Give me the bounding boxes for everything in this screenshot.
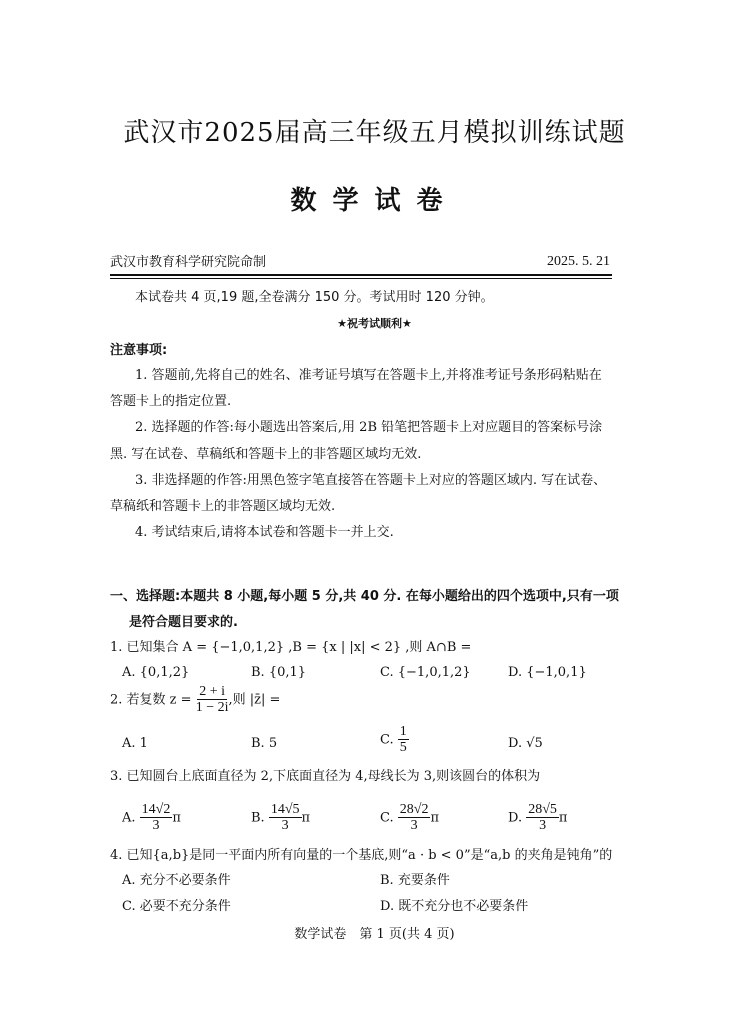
q1-option-c: C. {−1,0,1,2} <box>380 665 471 680</box>
fraction <box>398 802 431 834</box>
pi: π <box>558 810 568 826</box>
q2-option-c <box>380 724 409 756</box>
fraction <box>269 802 302 834</box>
q3-stem: 3. 已知圆台上底面直径为 2,下底面直径为 4,母线长为 3,则该圆台的体积为 <box>110 769 541 784</box>
section-heading-line2: 是符合题目要求的. <box>129 615 238 630</box>
label: A. <box>122 810 136 826</box>
numerator: 28√2 <box>399 802 429 817</box>
q2-prefix: 2. 若复数 z = <box>110 692 192 708</box>
pi: π <box>430 810 439 826</box>
q2-stem <box>110 684 280 716</box>
pi: π <box>301 810 311 826</box>
numerator: 14√5 <box>270 802 300 817</box>
note-3-line1: 3. 非选择题的作答:用黑色签字笔直接答在答题卡上对应的答题区域内. 写在试卷、 <box>135 473 607 488</box>
exam-intro: 本试卷共 4 页,19 题,全卷满分 150 分。考试用时 120 分钟。 <box>135 290 494 305</box>
pi: π <box>172 810 181 826</box>
q2-option-b: B. 5 <box>251 736 278 751</box>
q2-denominator: 1 − 2i <box>195 700 229 716</box>
exam-title: 武汉市2025届高三年级五月模拟训练试题 <box>123 118 626 148</box>
label: C. <box>380 810 394 826</box>
denominator: 3 <box>281 818 289 834</box>
q4-stem: 4. 已知{a,b}是同一平面内所有向量的一个基底,则“a · b < 0”是“a,b 的夹角是钝角”的 <box>110 848 613 863</box>
q4-option-d: D. 既不充分也不必要条件 <box>380 899 529 914</box>
note-4-line1: 4. 考试结束后,请将本试卷和答题卡一并上交. <box>135 525 394 540</box>
q2-option-c-label: C. <box>380 732 394 748</box>
issuer: 武汉市教育科学研究院命制 <box>110 255 267 270</box>
exam-subtitle: 数学试卷 <box>290 186 459 216</box>
q1-option-b: B. {0,1} <box>251 665 307 680</box>
denominator: 5 <box>399 740 407 756</box>
q4-option-a: A. 充分不必要条件 <box>122 873 231 888</box>
fraction <box>526 802 559 834</box>
denominator: 3 <box>152 818 160 834</box>
note-2-line2: 黑. 写在试卷、草稿纸和答题卡上的非答题区域均无效. <box>110 447 422 462</box>
q2-option-a: A. 1 <box>122 736 148 751</box>
exam-date: 2025. 5. 21 <box>547 254 610 269</box>
q3-option-c <box>380 802 439 834</box>
numerator: 1 <box>399 724 407 739</box>
section-heading-line1: 一、选择题:本题共 8 小题,每小题 5 分,共 40 分. 在每小题给出的四个选项中,只有一项 <box>110 589 619 604</box>
page-footer: 数学试卷 第 1 页(共 4 页) <box>294 927 455 942</box>
note-1-line1: 1. 答题前,先将自己的姓名、准考证号填写在答题卡上,并将准考证号条形码粘贴在 <box>135 368 602 383</box>
q2-fraction <box>196 684 229 716</box>
notes-heading: 注意事项: <box>110 343 168 358</box>
header-rule <box>110 274 612 276</box>
q4-option-c: C. 必要不充分条件 <box>122 899 231 914</box>
q2-numerator: 2 + i <box>199 684 225 699</box>
q2-suffix: ,则 |z̄| = <box>228 692 281 708</box>
label: B. <box>251 810 265 826</box>
q2-option-c-fraction <box>398 724 409 756</box>
numerator: 14√2 <box>141 802 171 817</box>
note-1-line2: 答题卡上的指定位置. <box>110 394 232 409</box>
q1-option-d: D. {−1,0,1} <box>508 665 587 680</box>
q3-option-b <box>251 802 310 834</box>
q1-stem: 1. 已知集合 A = {−1,0,1,2} ,B = {x | |x| < 2} ,则 A∩B = <box>110 640 472 655</box>
denominator: 3 <box>410 818 418 834</box>
denominator: 3 <box>539 818 547 834</box>
label: D. <box>508 810 523 826</box>
q1-option-a: A. {0,1,2} <box>122 665 190 680</box>
header-rule-thin <box>110 278 612 279</box>
q4-option-b: B. 充要条件 <box>380 873 450 888</box>
q3-option-a <box>122 802 181 834</box>
numerator: 28√5 <box>528 802 557 817</box>
note-2-line1: 2. 选择题的作答:每小题选出答案后,用 2B 铅笔把答题卡上对应题目的答案标号涂 <box>135 420 603 435</box>
q3-option-d <box>508 802 567 834</box>
q2-option-d: D. √5 <box>508 736 543 751</box>
blessing: ★祝考试顺利★ <box>337 317 412 330</box>
note-3-line2: 草稿纸和答题卡上的非答题区域均无效. <box>110 499 336 514</box>
fraction <box>140 802 173 834</box>
